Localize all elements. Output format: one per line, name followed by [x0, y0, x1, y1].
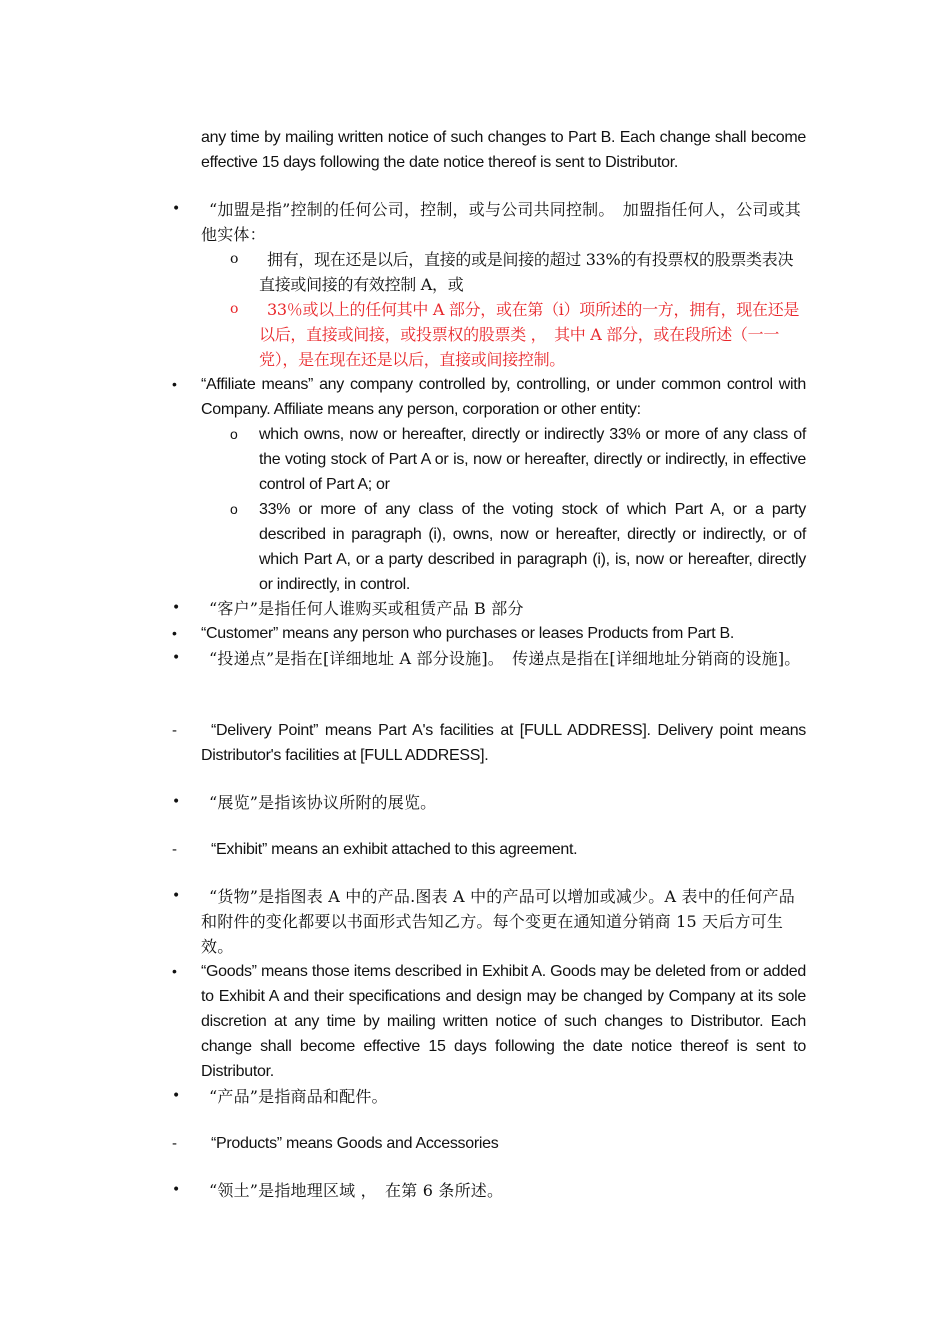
paragraph-text: “Delivery Point” means Part A's facilities at [FULL ADDRESS]. Delivery point means Distributor's facilities at [FULL ADDRESS].: [201, 722, 806, 764]
paragraph-text: any time by mailing written notice of such changes to Part B. Each change shall become effective 15 days following the date notice thereof is sent to Distributor.: [201, 129, 806, 171]
dash-marker: -: [172, 1135, 177, 1152]
bullet-marker: •: [172, 201, 181, 217]
bullet-marker: •: [172, 600, 181, 616]
sublist-item-affiliate-cn-2: [230, 297, 806, 372]
list-item-delivery-en: [172, 718, 806, 768]
paragraph-text: “加盟是指”控制的任何公司，控制，或与公司共同控制。 加盟指任何人，公司或其他实体：: [201, 200, 801, 244]
bullet-marker: •: [172, 650, 181, 666]
list-item-goods-en: [172, 959, 806, 1084]
paragraph-text: which owns, now or hereafter, directly or indirectly 33% or more of any class of the voting stock of Part A or is, now or hereafter, directly or indirectly, in effective control of Part A; or: [259, 426, 806, 493]
sub-bullet-marker: o: [230, 251, 239, 267]
sub-bullet-marker: o: [230, 501, 238, 517]
paragraph-text: 拥有，现在还是以后，直接的或是间接的超过 33%的有投票权的股票类表决直接或间接的有效控制 A，或: [259, 250, 794, 294]
dash-marker: -: [172, 722, 177, 739]
list-item-goods-cn: [172, 884, 806, 959]
paragraph-text: “领土”是指地理区域 ， 在第 6 条所述。: [209, 1181, 504, 1200]
dash-marker: -: [172, 841, 177, 858]
paragraph-text: “客户”是指任何人谁购买或租赁产品 B 部分: [209, 599, 524, 618]
list-item-customer-cn: [172, 596, 806, 621]
paragraph-text: “投递点”是指在[详细地址 A 部分设施]。 传递点是指在[详细地址分销商的设施]。: [209, 649, 801, 668]
paragraph-text: 33% or more of any class of the voting stock of which Part A, or a party described in paragraph (i), owns, now or hereafter, directly or indirectly, or of which Part A, or a party described in paragraph (i), is, now or hereafter, directly or indirectly, in control.: [259, 501, 806, 593]
paragraph-text: “Goods” means those items described in Exhibit A. Goods may be deleted from or added to Exhibit A and their specifications and design may be changed by Company at its sole discretion at any time by mailing written notice of such changes to Distributor. Each change shall become effective 15 days following the date notice thereof is sent to Distributor.: [201, 963, 806, 1080]
paragraph-text: “Exhibit” means an exhibit attached to this agreement.: [211, 841, 578, 858]
sublist-item-affiliate-en-1: [230, 422, 806, 497]
paragraph-text: “Products” means Goods and Accessories: [211, 1135, 499, 1152]
list-item-affiliate-en: [172, 372, 806, 422]
bullet-marker: •: [172, 963, 177, 979]
list-item-delivery-cn: [172, 646, 806, 671]
paragraph-text: “展览”是指该协议所附的展览。: [209, 793, 437, 812]
bullet-marker: •: [172, 1088, 181, 1104]
paragraph-text: “产品”是指商品和配件。: [209, 1087, 388, 1106]
list-item-territory-cn: [172, 1178, 806, 1203]
paragraph-text: “货物”是指图表 A 中的产品.图表 A 中的产品可以增加或减少。A 表中的任何产品和附件的变化都要以书面形式告知乙方。每个变更在通知道分销商 15 天后方可生效。: [201, 887, 795, 956]
paragraph-text: 33％或以上的任何其中 A 部分，或在第（i）项所述的一方，拥有，现在还是以后，直接或间接，或投票权的股票类 ， 其中 A 部分，或在段所述（一一党），是在现在还是以后，直接或间接控制。: [259, 300, 800, 369]
sublist-item-affiliate-en-2: [230, 497, 806, 597]
list-item-exhibit-cn: [172, 790, 806, 815]
bullet-marker: •: [172, 888, 181, 904]
paragraph-text: “Customer” means any person who purchases or leases Products from Part B.: [201, 625, 734, 642]
paragraph-text: “Affiliate means” any company controlled by, controlling, or under common control with Company. Affiliate means any person, corporation or other entity:: [201, 376, 806, 418]
sub-bullet-marker: o: [230, 426, 238, 442]
list-item-exhibit-en: [172, 837, 806, 862]
list-item-products-cn: [172, 1084, 806, 1109]
bullet-marker: •: [172, 625, 177, 641]
bullet-marker: •: [172, 1182, 181, 1198]
bullet-marker: •: [172, 376, 177, 392]
list-item-customer-en: [172, 621, 806, 646]
sublist-item-affiliate-cn-1: [230, 247, 806, 297]
list-item-products-en: [172, 1131, 806, 1156]
bullet-marker: •: [172, 794, 181, 810]
list-item-affiliate-cn: [172, 197, 806, 247]
paragraph-continuation: [201, 125, 806, 175]
sub-bullet-marker: o: [230, 301, 239, 317]
